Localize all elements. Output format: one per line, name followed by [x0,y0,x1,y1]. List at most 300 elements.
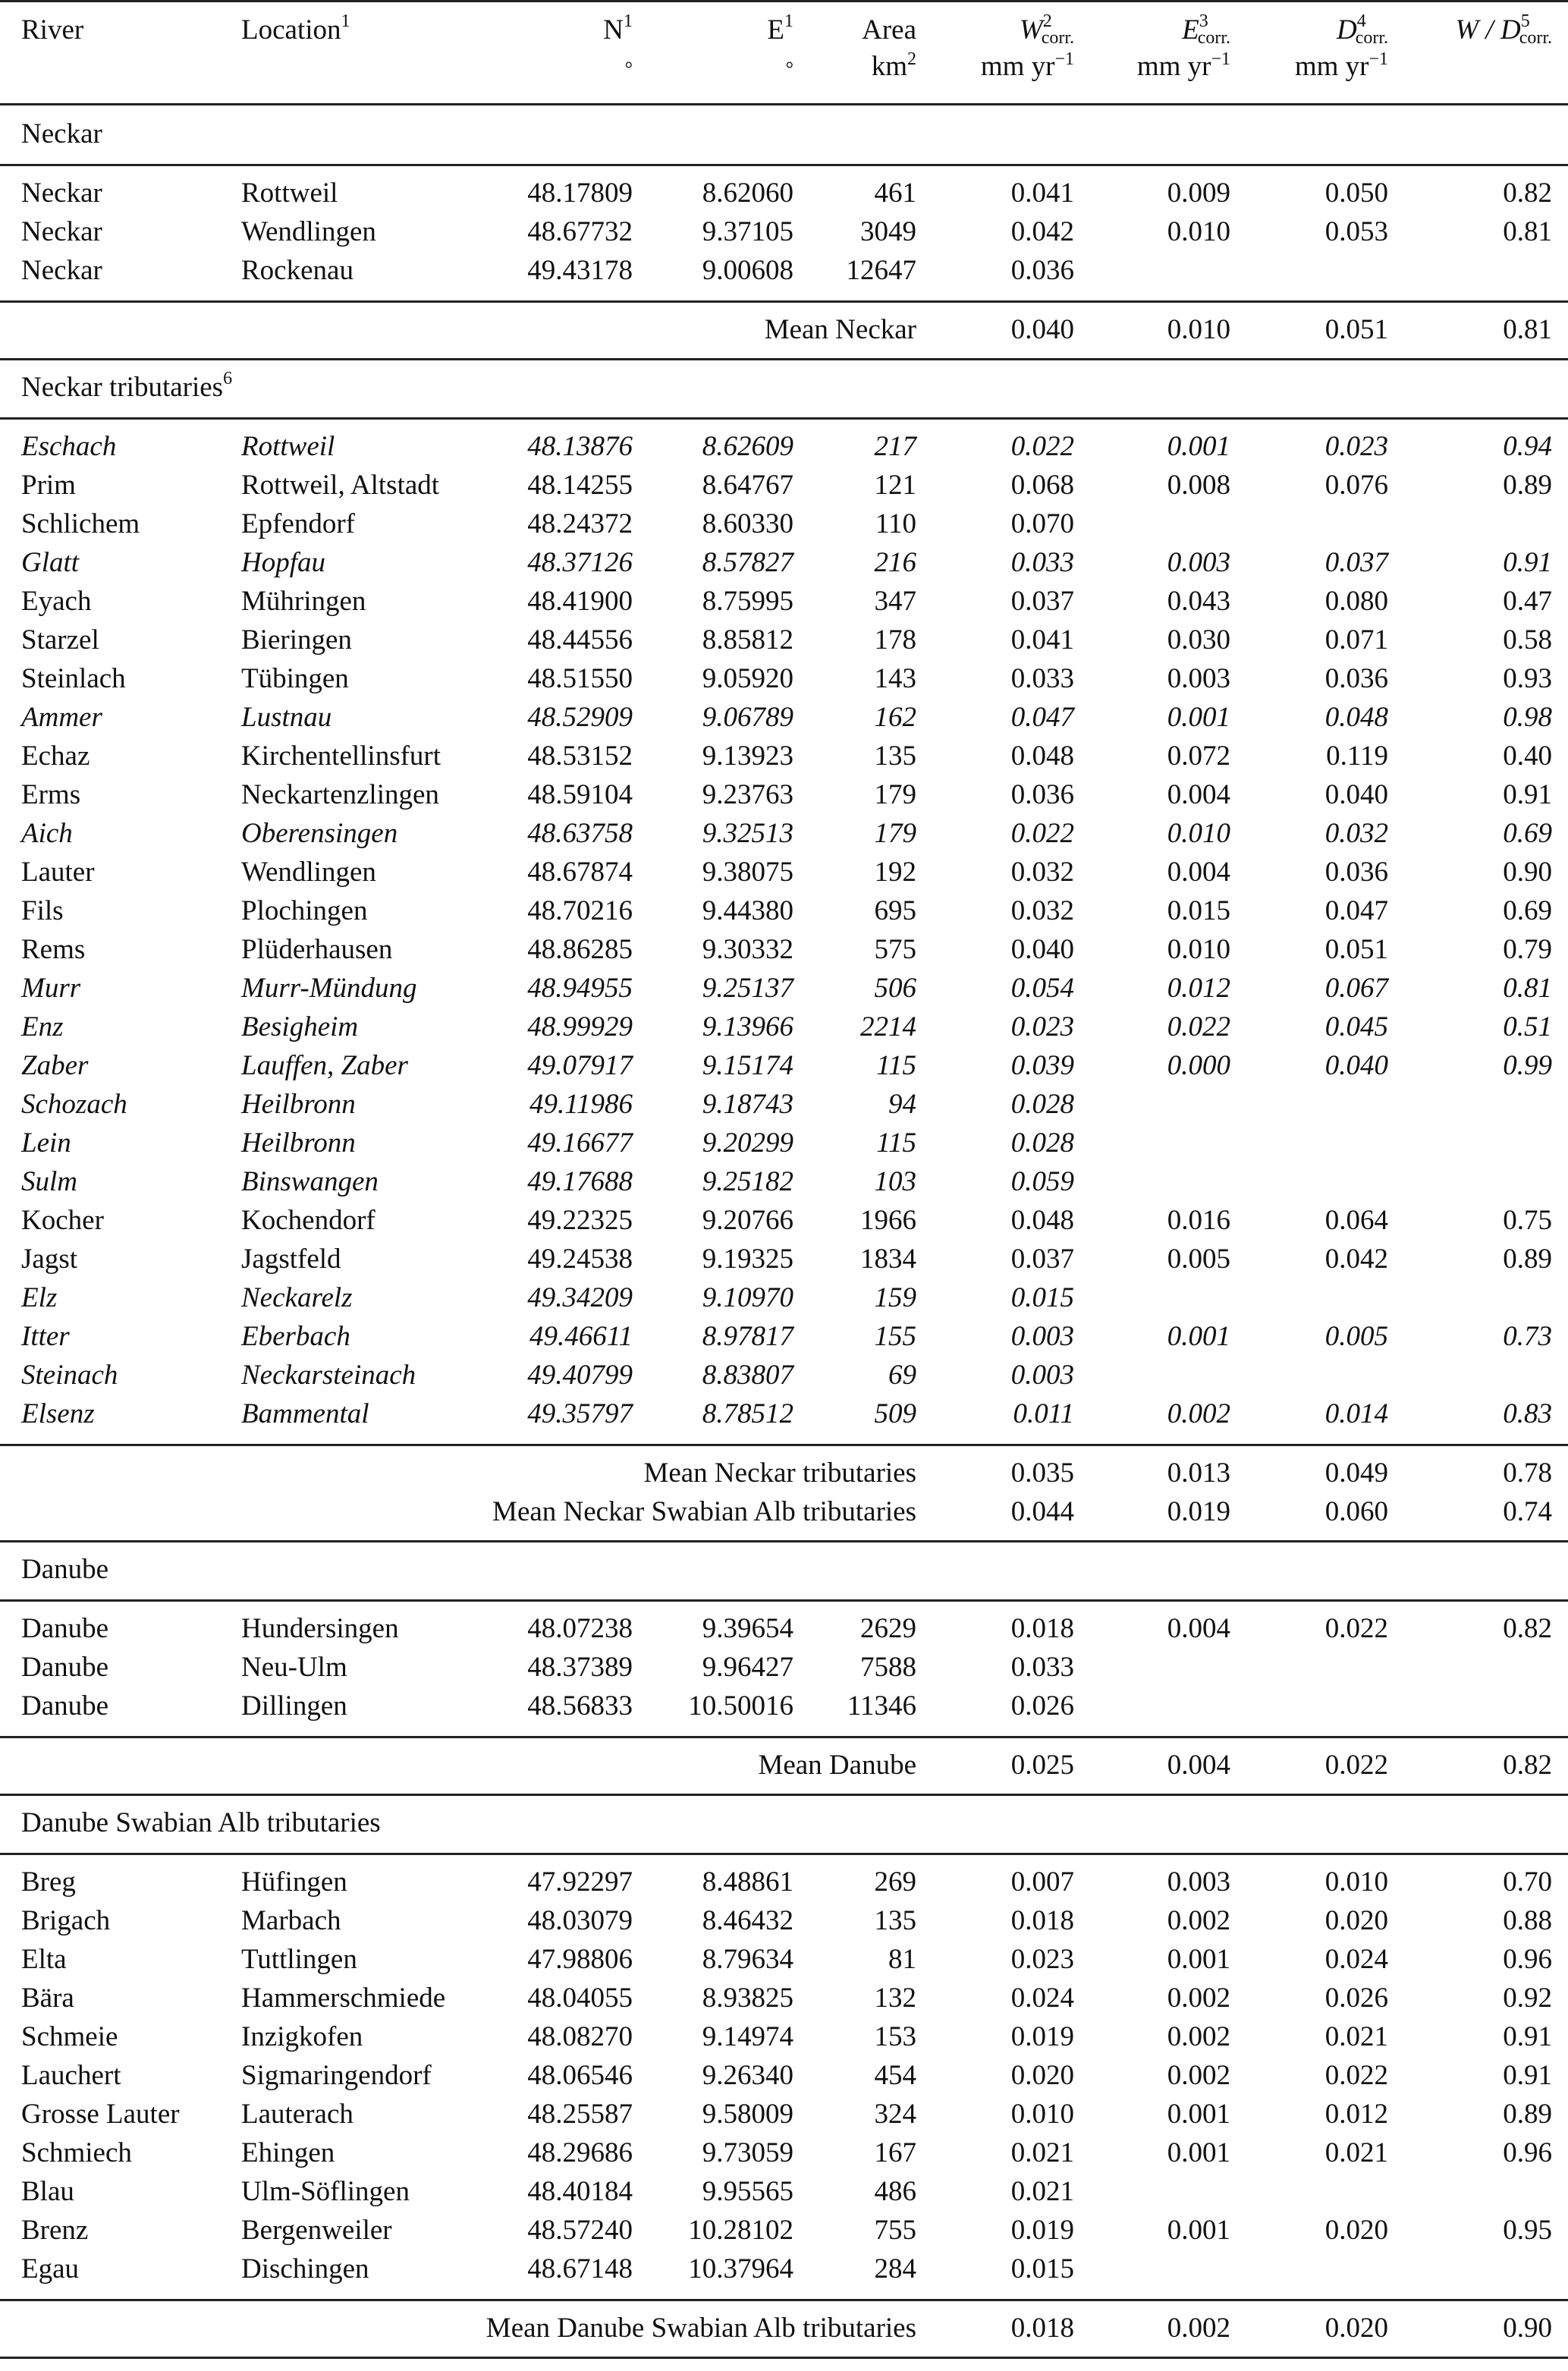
section-title: Neckar [21,118,102,149]
e-corr-cell: 0.016 [1167,1205,1230,1236]
latitude-cell: 48.17809 [527,178,633,209]
w-corr-cell: 0.003 [1010,1360,1074,1391]
e-corr-cell: 0.001 [1167,2099,1230,2130]
longitude-cell: 8.83807 [702,1360,793,1391]
longitude-cell: 9.25137 [702,973,793,1004]
location-cell: Lauterach [241,2099,354,2130]
latitude-cell: 48.40184 [527,2176,633,2207]
table-row [0,2211,1568,2250]
w-d-ratio-cell: 0.83 [1503,1398,1552,1429]
location-cell: Murr-Mündung [241,973,417,1004]
latitude-cell: 49.34209 [527,1282,633,1313]
table-row [0,775,1568,814]
e-corr-cell: 0.003 [1167,547,1230,578]
river-cell: Lauchert [21,2060,121,2091]
longitude-cell: 8.48861 [702,1866,793,1898]
table-row [0,1201,1568,1240]
river-cell: Prim [21,470,76,501]
river-cell: Schmeie [21,2021,118,2052]
river-cell: Schmiech [21,2137,132,2168]
mean-d-corr: 0.051 [1324,314,1388,345]
w-corr-cell: 0.059 [1010,1166,1074,1197]
w-corr-cell: 0.026 [1010,1690,1074,1722]
table-row [0,853,1568,891]
mean-e-corr: 0.019 [1167,1496,1230,1527]
table-row [0,2056,1568,2095]
bottom-rule [0,2357,1568,2359]
w-corr-cell: 0.011 [1013,1398,1074,1429]
longitude-cell: 8.62609 [702,431,793,462]
e-corr-cell: 0.012 [1167,973,1230,1004]
d-corr-cell: 0.036 [1324,663,1388,694]
river-cell: Danube [21,1613,109,1644]
d-corr-cell: 0.050 [1324,178,1388,209]
mean-e-corr: 0.002 [1167,2313,1230,2344]
latitude-cell: 48.08270 [527,2021,633,2052]
river-cell: Echaz [21,741,90,772]
w-d-ratio-cell: 0.82 [1503,1613,1552,1644]
table-row [0,251,1568,290]
area-cell: 454 [874,2060,916,2091]
river-cell: Eyach [21,586,92,617]
w-d-ratio-cell: 0.91 [1503,2021,1552,2052]
mean-w-d-ratio: 0.74 [1503,1496,1552,1527]
location-cell: Dischingen [241,2253,369,2285]
location-cell: Plochingen [241,895,368,926]
area-cell: 132 [874,1983,916,2014]
d-corr-cell: 0.076 [1324,470,1388,501]
latitude-cell: 48.06546 [527,2060,633,2091]
table-row [0,1162,1568,1201]
section-divider-rule [0,358,1568,360]
mean-rule [0,300,1568,303]
table-row [0,1240,1568,1278]
table-row [0,427,1568,466]
location-cell: Bieringen [241,624,352,656]
e-corr-cell: 0.001 [1167,1321,1230,1352]
area-cell: 3049 [860,216,916,247]
d-corr-cell: 0.012 [1324,2099,1388,2130]
mean-w-d-ratio: 0.81 [1503,314,1552,345]
d-corr-cell: 0.022 [1324,2060,1388,2091]
river-cell: Elsenz [21,1398,95,1429]
e-corr-cell: 0.002 [1167,1905,1230,1936]
location-cell: Bammental [241,1398,369,1429]
table-row [0,212,1568,251]
w-d-ratio-cell: 0.89 [1503,2099,1552,2130]
longitude-cell: 9.44380 [702,895,793,926]
d-corr-cell: 0.037 [1324,547,1388,578]
w-d-ratio-cell: 0.91 [1503,2060,1552,2091]
area-cell: 115 [876,1127,916,1159]
area-cell: 7588 [860,1652,916,1683]
table-row [0,1395,1568,1433]
location-cell: Neckartenzlingen [241,779,439,810]
river-cell: Fils [21,895,64,926]
river-cell: Danube [21,1652,109,1683]
location-cell: Neckarsteinach [241,1360,416,1391]
river-cell: Blau [21,2176,74,2207]
location-cell: Mühringen [241,586,366,617]
longitude-cell: 9.32513 [702,818,793,849]
river-cell: Neckar [21,255,102,286]
river-cell: Ammer [21,702,102,733]
section-title: Danube Swabian Alb tributaries [21,1807,381,1838]
longitude-cell: 8.62060 [702,178,793,209]
location-cell: Plüderhausen [241,934,393,965]
location-cell: Rockenau [241,255,354,286]
longitude-cell: 8.46432 [702,1905,793,1936]
area-cell: 461 [874,178,916,209]
table-row [0,930,1568,969]
w-d-ratio-cell: 0.81 [1503,216,1552,247]
latitude-cell: 48.44556 [527,624,633,656]
area-cell: 2629 [860,1613,916,1644]
location-cell: Marbach [241,1905,341,1936]
table-row [0,1863,1568,1901]
area-cell: 135 [874,741,916,772]
d-corr-cell: 0.045 [1324,1011,1388,1042]
e-corr-cell: 0.015 [1167,895,1230,926]
longitude-cell: 8.78512 [702,1398,793,1429]
river-cell: Enz [21,1011,64,1042]
latitude-cell: 49.46611 [529,1321,633,1352]
w-corr-cell: 0.033 [1010,663,1074,694]
location-cell: Besigheim [241,1011,359,1042]
header-e-corr-unit: mm $yr^{-1}$ [1136,49,1230,82]
d-corr-cell: 0.024 [1324,1944,1388,1975]
mean-label: Mean Neckar Swabian Alb tributaries [492,1496,916,1527]
latitude-cell: 49.16677 [527,1127,633,1159]
table-row [0,737,1568,775]
w-corr-cell: 0.003 [1010,1321,1074,1352]
river-cell: Steinlach [21,663,126,694]
latitude-cell: 48.63758 [527,818,633,849]
top-rule [0,0,1568,2]
area-cell: 143 [874,663,916,694]
area-cell: 486 [874,2176,916,2207]
longitude-cell: 9.38075 [702,857,793,888]
e-corr-cell: 0.009 [1167,178,1230,209]
latitude-cell: 49.24538 [527,1244,633,1275]
w-corr-cell: 0.015 [1010,2253,1074,2285]
mean-row [0,1492,1568,1531]
location-cell: Heilbronn [241,1089,356,1120]
w-corr-cell: 0.018 [1010,1613,1074,1644]
area-cell: 69 [888,1360,916,1391]
e-corr-cell: 0.010 [1167,934,1230,965]
longitude-cell: 9.15174 [702,1050,793,1081]
location-cell: Hüfingen [241,1866,347,1898]
header-n-unit: ° [624,58,633,80]
w-corr-cell: 0.054 [1010,973,1074,1004]
longitude-cell: 8.79634 [702,1944,793,1975]
w-d-ratio-cell: 0.82 [1503,178,1552,209]
area-cell: 159 [874,1282,916,1313]
area-cell: 324 [874,2099,916,2130]
river-cell: Danube [21,1690,109,1722]
river-cell: Erms [21,779,81,810]
header-area: Area [862,14,916,46]
w-corr-cell: 0.015 [1010,1282,1074,1313]
mean-d-corr: 0.020 [1324,2313,1388,2344]
longitude-cell: 8.85812 [702,624,793,656]
longitude-cell: 9.06789 [702,702,793,733]
table-row [0,1046,1568,1085]
d-corr-cell: 0.080 [1324,586,1388,617]
w-corr-cell: 0.068 [1010,470,1074,501]
river-cell: Lauter [21,857,95,888]
river-cell: Starzel [21,624,99,656]
w-d-ratio-cell: 0.90 [1503,857,1552,888]
w-corr-cell: 0.047 [1010,702,1074,733]
header-e-unit: ° [785,58,793,80]
longitude-cell: 9.13923 [702,741,793,772]
river-cell: Jagst [21,1244,77,1275]
e-corr-cell: 0.010 [1167,818,1230,849]
mean-w-d-ratio: 0.82 [1503,1750,1552,1781]
area-cell: 155 [874,1321,916,1352]
table-row [0,1317,1568,1356]
mean-w-corr: 0.018 [1010,2313,1074,2344]
w-d-ratio-cell: 0.88 [1503,1905,1552,1936]
latitude-cell: 48.51550 [527,663,633,694]
d-corr-cell: 0.021 [1324,2021,1388,2052]
e-corr-cell: 0.001 [1167,2215,1230,2246]
e-corr-cell: 0.043 [1167,586,1230,617]
w-corr-cell: 0.036 [1010,255,1074,286]
location-cell: Wendlingen [241,857,376,888]
w-d-ratio-cell: 0.95 [1503,2215,1552,2246]
w-d-ratio-cell: 0.89 [1503,470,1552,501]
area-cell: 575 [874,934,916,965]
w-corr-cell: 0.007 [1010,1866,1074,1898]
river-cell: Lein [21,1127,71,1159]
w-corr-cell: 0.048 [1010,741,1074,772]
table-row [0,466,1568,505]
longitude-cell: 9.37105 [702,216,793,247]
mean-d-corr: 0.022 [1324,1750,1388,1781]
e-corr-cell: 0.072 [1167,741,1230,772]
header-n: $N^1$ [603,11,633,46]
table-row [0,621,1568,659]
river-cell: Zaber [21,1050,89,1081]
e-corr-cell: 0.002 [1167,2060,1230,2091]
w-corr-cell: 0.042 [1010,216,1074,247]
area-cell: 269 [874,1866,916,1898]
mean-row [0,310,1568,349]
longitude-cell: 9.39654 [702,1613,793,1644]
w-corr-cell: 0.070 [1010,508,1074,539]
latitude-cell: 48.25587 [527,2099,633,2130]
mean-w-corr: 0.040 [1010,314,1074,345]
river-cell: Elz [21,1282,58,1313]
w-d-ratio-cell: 0.91 [1503,547,1552,578]
longitude-cell: 9.13966 [702,1011,793,1042]
table-row [0,1901,1568,1940]
area-cell: 2214 [860,1011,916,1042]
w-d-ratio-cell: 0.79 [1503,934,1552,965]
river-cell: Neckar [21,178,102,209]
w-d-ratio-cell: 0.69 [1503,895,1552,926]
area-cell: 81 [888,1944,916,1975]
area-cell: 509 [874,1398,916,1429]
w-corr-cell: 0.023 [1010,1011,1074,1042]
longitude-cell: 9.20766 [702,1205,793,1236]
latitude-cell: 48.14255 [527,470,633,501]
area-cell: 94 [888,1089,916,1120]
location-cell: Eberbach [241,1321,350,1352]
latitude-cell: 48.13876 [527,431,633,462]
longitude-cell: 9.26340 [702,2060,793,2091]
longitude-cell: 9.30332 [702,934,793,965]
w-corr-cell: 0.033 [1010,547,1074,578]
section-title: Neckar tributaries$^6$ [21,369,233,403]
river-cell: Glatt [21,547,80,578]
latitude-cell: 49.43178 [527,255,633,286]
e-corr-cell: 0.000 [1167,1050,1230,1081]
d-corr-cell: 0.014 [1324,1398,1388,1429]
location-cell: Dillingen [241,1690,347,1722]
mean-d-corr: 0.060 [1324,1496,1388,1527]
location-cell: Rottweil [241,178,338,209]
w-d-ratio-cell: 0.70 [1503,1866,1552,1898]
mean-row [0,1746,1568,1785]
river-cell: Murr [21,973,81,1004]
w-corr-cell: 0.032 [1010,895,1074,926]
area-cell: 179 [874,818,916,849]
area-cell: 135 [874,1905,916,1936]
location-cell: Tuttlingen [241,1944,357,1975]
w-d-ratio-cell: 0.94 [1503,431,1552,462]
e-corr-cell: 0.002 [1167,1398,1230,1429]
table-row [0,2134,1568,2172]
w-corr-cell: 0.040 [1010,934,1074,965]
longitude-cell: 9.23763 [702,779,793,810]
river-cell: Brigach [21,1905,111,1936]
river-cell: Kocher [21,1205,104,1236]
longitude-cell: 9.95565 [702,2176,793,2207]
section-rule [0,1599,1568,1602]
w-corr-cell: 0.023 [1010,1944,1074,1975]
mean-label: Mean Danube [758,1750,916,1781]
w-d-ratio-cell: 0.96 [1503,2137,1552,2168]
mean-row [0,1454,1568,1492]
latitude-cell: 48.67732 [527,216,633,247]
d-corr-cell: 0.005 [1324,1321,1388,1352]
longitude-cell: 10.28102 [688,2215,793,2246]
area-cell: 167 [874,2137,916,2168]
table-row [0,2095,1568,2134]
location-cell: Ulm-Söflingen [241,2176,410,2207]
w-corr-cell: 0.041 [1010,624,1074,656]
mean-label: Mean Danube Swabian Alb tributaries [485,2313,916,2344]
longitude-cell: 8.93825 [702,1983,793,2014]
longitude-cell: 9.10970 [702,1282,793,1313]
w-d-ratio-cell: 0.99 [1503,1050,1552,1081]
table-row [0,1979,1568,2017]
table-row [0,1356,1568,1395]
latitude-cell: 48.53152 [527,741,633,772]
d-corr-cell: 0.032 [1324,818,1388,849]
header-w-unit: mm $yr^{-1}$ [980,49,1074,82]
d-corr-cell: 0.067 [1324,973,1388,1004]
location-cell: Epfendorf [241,508,355,539]
mean-rule [0,1736,1568,1738]
latitude-cell: 48.70216 [527,895,633,926]
location-cell: Wendlingen [241,216,376,247]
w-d-ratio-cell: 0.73 [1503,1321,1552,1352]
e-corr-cell: 0.002 [1167,2021,1230,2052]
w-corr-cell: 0.028 [1010,1127,1074,1159]
longitude-cell: 9.20299 [702,1127,793,1159]
w-d-ratio-cell: 0.58 [1503,624,1552,656]
section-rule [0,164,1568,166]
mean-d-corr: 0.049 [1324,1458,1388,1489]
e-corr-cell: 0.001 [1167,431,1230,462]
area-cell: 217 [874,431,916,462]
table-row [0,174,1568,212]
location-cell: Hopfau [241,547,325,578]
d-corr-cell: 0.026 [1324,1983,1388,2014]
table-row [0,1124,1568,1162]
table-row [0,891,1568,930]
area-cell: 347 [874,586,916,617]
latitude-cell: 49.35797 [527,1398,633,1429]
d-corr-cell: 0.020 [1324,1905,1388,1936]
e-corr-cell: 0.004 [1167,857,1230,888]
d-corr-cell: 0.040 [1324,779,1388,810]
w-corr-cell: 0.010 [1010,2099,1074,2130]
location-cell: Jagstfeld [241,1244,341,1275]
header-area-unit: $km^2$ [871,49,916,82]
mean-e-corr: 0.004 [1167,1750,1230,1781]
header-river: River [21,14,84,46]
w-corr-cell: 0.039 [1010,1050,1074,1081]
latitude-cell: 49.07917 [527,1050,633,1081]
area-cell: 1834 [860,1244,916,1275]
w-corr-cell: 0.033 [1010,1652,1074,1683]
w-d-ratio-cell: 0.93 [1503,663,1552,694]
location-cell: Kirchentellinsfurt [241,741,441,772]
mean-w-d-ratio: 0.78 [1503,1458,1552,1489]
mean-w-d-ratio: 0.90 [1503,2313,1552,2344]
w-d-ratio-cell: 0.91 [1503,779,1552,810]
section-rule [0,417,1568,420]
location-cell: Ehingen [241,2137,335,2168]
location-cell: Hundersingen [241,1613,399,1644]
location-cell: Inzigkofen [241,2021,363,2052]
header-location: Location$^1$ [241,11,350,46]
d-corr-cell: 0.053 [1324,216,1388,247]
latitude-cell: 47.92297 [527,1866,633,1898]
area-cell: 115 [876,1050,916,1081]
mean-rule [0,2299,1568,2301]
river-cell: Bära [21,1983,74,2014]
table-row [0,1008,1568,1046]
e-corr-cell: 0.005 [1167,1244,1230,1275]
location-cell: Sigmaringendorf [241,2060,432,2091]
table-row [0,969,1568,1008]
location-cell: Binswangen [241,1166,379,1197]
longitude-cell: 9.96427 [702,1652,793,1683]
mean-e-corr: 0.013 [1167,1458,1230,1489]
area-cell: 153 [874,2021,916,2052]
latitude-cell: 48.59104 [527,779,633,810]
e-corr-cell: 0.002 [1167,1983,1230,2014]
header-d-corr: $D^4_{corr.}$ [1336,11,1388,48]
w-corr-cell: 0.036 [1010,779,1074,810]
